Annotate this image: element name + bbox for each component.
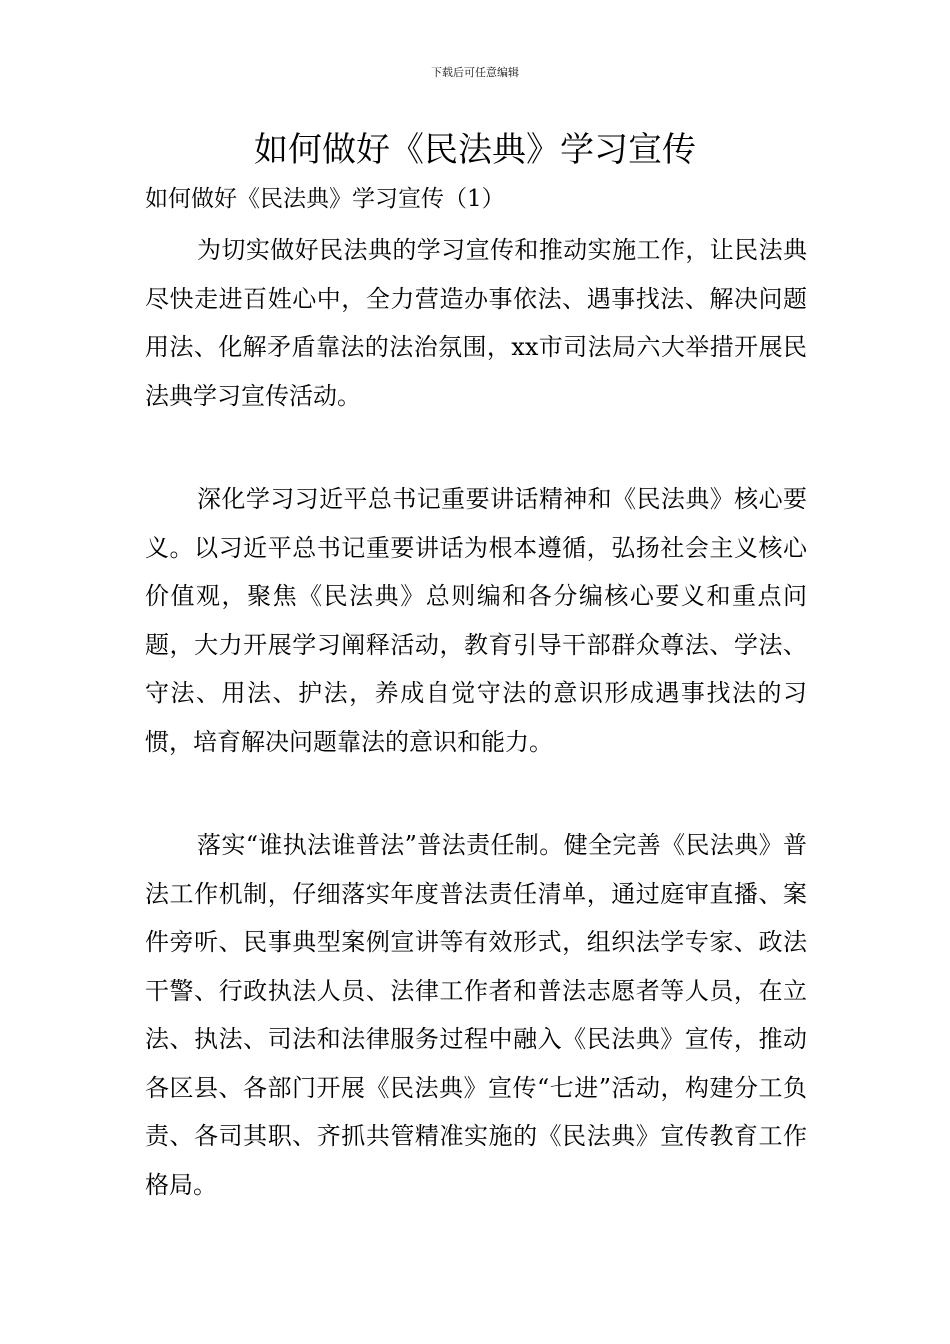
- paragraph-3: 落实“谁执法谁普法”普法责任制。健全完善《民法典》普法工作机制，仔细落实年度普法责任清单，通过庭审直播、案件旁听、民事典型案例宣讲等有效形式，组织法学专家、政法干警、行政执法人员、法律工作者和普法志愿者等人员，在立法、执法、司法和法律服务过程中融入《民法典》宣传，推动各区县、各部门开展《民法典》宣传“七进”活动，构建分工负责、各司其职、齐抓共管精准实施的《民法典》宣传教育工作格局。: [145, 831, 807, 1199]
- document-title: 如何做好《民法典》学习宣传: [254, 130, 696, 170]
- document-subtitle: 如何做好《民法典》学习宣传（1）: [145, 186, 505, 212]
- paragraph-1: 为切实做好民法典的学习宣传和推动实施工作，让民法典尽快走进百姓心中，全力营造办事依法、遇事找法、解决问题用法、化解矛盾靠法的法治氛围，xx市司法局六大举措开展民法典学习宣传活动。: [145, 236, 807, 410]
- header-note: 下载后可任意编辑: [431, 66, 519, 79]
- paragraph-2: 深化学习习近平总书记重要讲话精神和《民法典》核心要义。以习近平总书记重要讲话为根本遵循，弘扬社会主义核心价值观，聚焦《民法典》总则编和各分编核心要义和重点问题，大力开展学习阐释活动，教育引导干部群众尊法、学法、守法、用法、护法，养成自觉守法的意识形成遇事找法的习惯，培育解决问题靠法的意识和能力。: [145, 485, 807, 756]
